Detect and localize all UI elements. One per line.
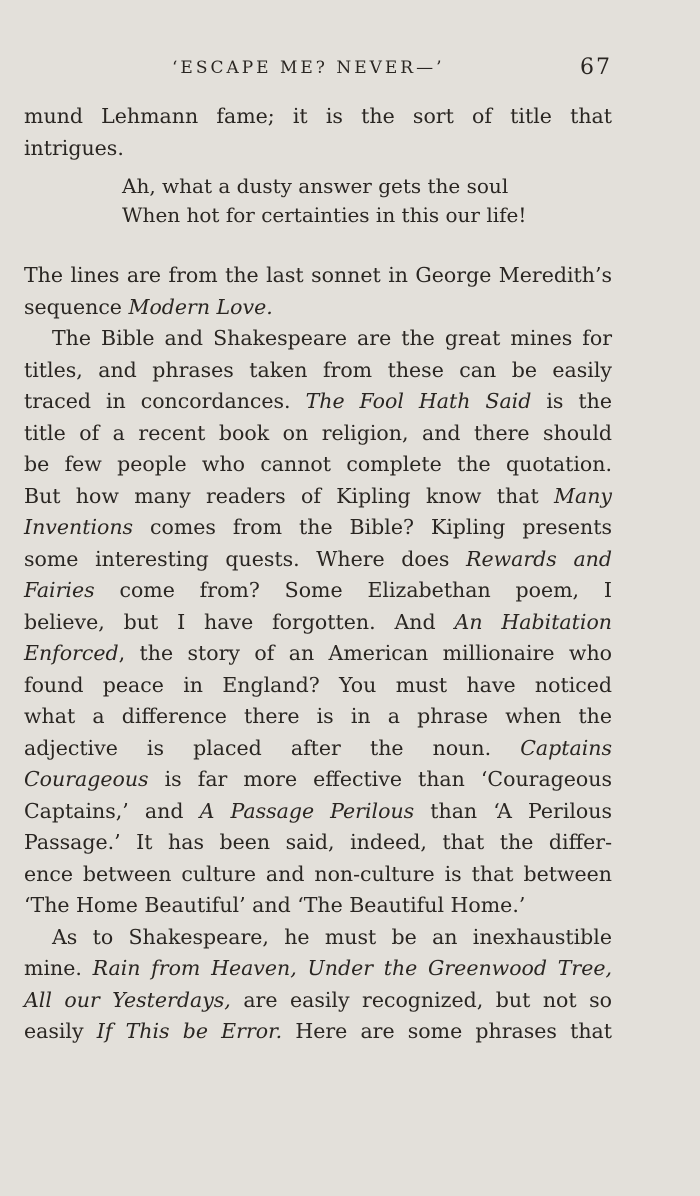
page-number: 67 (580, 55, 612, 80)
running-head (22, 55, 614, 88)
text-line: titles, and phrases taken from these can be easily (24, 357, 612, 382)
italic-title: Rain from Heaven, Under the Greenwood Tree, (92, 956, 612, 980)
text-line: Enforced, the story of an American millionaire who (24, 641, 612, 665)
italic-title: Many (554, 483, 612, 508)
text-line: sequence Modern Love. (24, 294, 273, 319)
text-line: title of a recent book on religion, and there should (24, 420, 612, 445)
italic-title: Inventions (24, 515, 134, 539)
text-line: traced in concordances. The Fool Hath Said is the (24, 389, 612, 413)
body-text (24, 101, 612, 1048)
verse-line: Ah, what a dusty answer gets the soul (122, 174, 509, 198)
italic-title: If This be Error. (96, 1019, 283, 1043)
text-line: found peace in England? You must have noticed (24, 672, 612, 697)
verse-quotation (122, 172, 612, 230)
italic-title: Courageous (24, 767, 149, 791)
verse-line: When hot for certainties in this our life! (122, 203, 527, 227)
text-line: But how many readers of Kipling know that Many (24, 483, 612, 508)
text-line: Captains,’ and A Passage Perilous than ‘A Perilous (24, 798, 613, 823)
text-line: mine. Rain from Heaven, Under the Greenwood Tree, (24, 956, 612, 980)
text-line: easily If This be Error. Here are some phrases that (24, 1019, 612, 1043)
text-line: intrigues. (24, 135, 124, 160)
text-line: ‘The Home Beautiful’ and ‘The Beautiful Home.’ (24, 893, 526, 917)
text-line: Fairies come from? Some Elizabethan poem, I (24, 578, 612, 602)
text-line: adjective is placed after the noun. Captains (24, 735, 612, 760)
chapter-title: ‘ESCAPE ME? NEVER—’ (172, 58, 445, 78)
text-line: ence between culture and non-culture is that between (24, 861, 612, 886)
text-line: mund Lehmann fame; it is the sort of title that (24, 104, 612, 128)
text-line: be few people who cannot complete the quotation. (24, 452, 612, 476)
text-line: some interesting quests. Where does Rewards and (24, 546, 613, 571)
text-line: Passage.’ It has been said, indeed, that the differ- (24, 830, 612, 854)
text-line: The lines are from the last sonnet in George Meredith’s (24, 263, 612, 287)
italic-title: All our Yesterdays, (24, 987, 231, 1012)
italic-title: Fairies (24, 578, 95, 602)
italic-title: The Fool Hath Said (305, 389, 532, 413)
italic-title: A Passage Perilous (199, 798, 415, 823)
text-line: what a difference there is in a phrase when the (24, 704, 612, 728)
italic-title: Rewards and (466, 546, 613, 571)
text-line: All our Yesterdays, are easily recognized, but not so (24, 987, 612, 1012)
text-line: As to Shakespeare, he must be an inexhaustible (52, 924, 612, 949)
italic-title: Captains (520, 735, 612, 760)
italic-title: Modern Love. (128, 294, 273, 319)
text-line: Inventions comes from the Bible? Kipling presents (24, 515, 612, 539)
text-line: Courageous is far more effective than ‘Courageous (24, 767, 612, 791)
italic-title: Enforced (24, 641, 119, 665)
text-line: The Bible and Shakespeare are the great mines for (52, 326, 612, 350)
italic-title: An Habitation (454, 609, 612, 634)
text-line: believe, but I have forgotten. And An Habitation (24, 609, 612, 634)
